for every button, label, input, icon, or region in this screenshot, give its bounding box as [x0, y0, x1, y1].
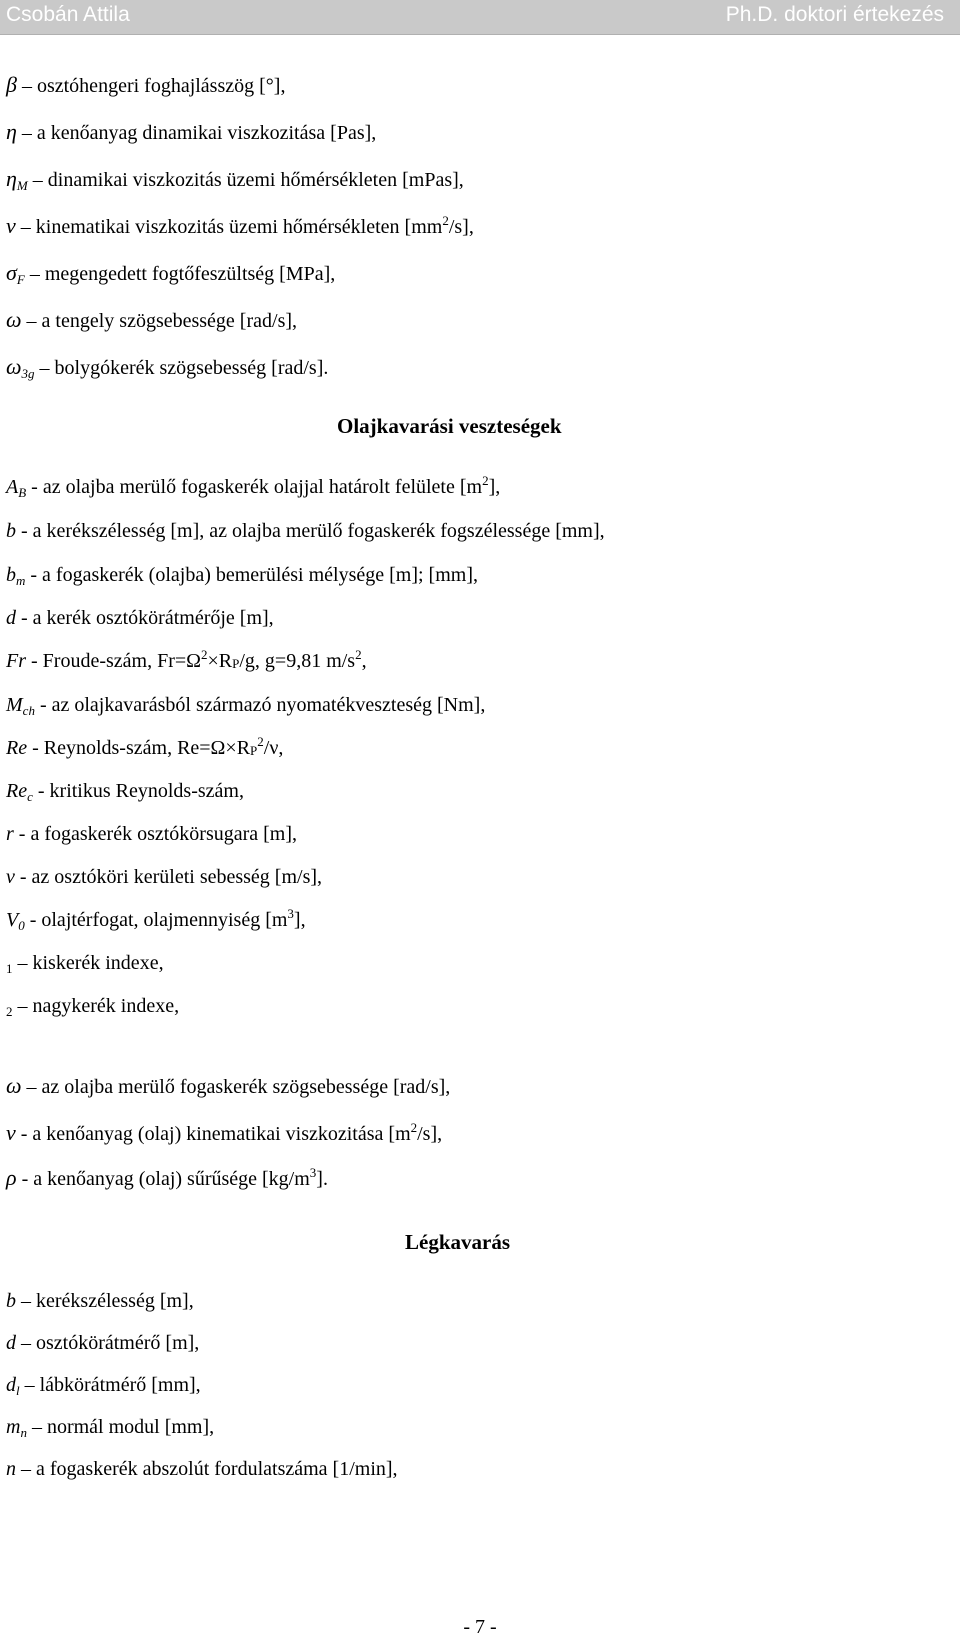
definition-line: b - a kerékszélesség [m], az olajba merülő fogaskerék fogszélessége [mm],: [6, 520, 605, 542]
symbol-line: ω – a tengely szögsebessége [rad/s],: [6, 307, 298, 332]
symbol-line: ν – kinematikai viszkozitás üzemi hőmérsékleten $[mm^2/s]$,: [6, 213, 474, 238]
header-title: Ph.D. doktori értekezés: [725, 3, 944, 26]
definition-line: $A_B$ - az olajba merülő fogaskerék olajjal határolt felülete $[m^2]$,: [6, 473, 501, 500]
symbol-line: η – a kenőanyag dinamikai viszkozitása [Pas],: [6, 119, 377, 144]
definition-line: $b_m$ - a fogaskerék (olajba) bemerülési mélysége [m]; [mm],: [6, 564, 478, 588]
definition-line: d - a kerék osztókörátmérője [m],: [6, 607, 274, 629]
definition-line: b – kerékszélesség [m],: [6, 1290, 194, 1312]
definition-line: $m_n$ – normál modul [mm],: [6, 1416, 215, 1440]
definition-line: ν - a kenőanyag (olaj) kinematikai viszkozitása $[m^2/s]$,: [6, 1120, 443, 1145]
definition-line: $_1$ – kiskerék indexe,: [6, 952, 164, 976]
header-author: Csobán Attila: [6, 3, 130, 26]
symbol-line: $\sigma_F$ – megengedett fogtőfeszültség [MPa],: [6, 260, 336, 287]
definition-line: $_2$ – nagykerék indexe,: [6, 995, 180, 1019]
definition-line: Fr - Froude-szám, $Fr=\Omega^2\times RP/g$, g=9,81 $m/s^2$,: [6, 647, 367, 672]
definition-line: d – osztókörátmérő [m],: [6, 1332, 200, 1354]
definition-line: r - a fogaskerék osztókörsugara [m],: [6, 823, 298, 845]
symbol-line: β – osztóhengeri foghajlásszög [°],: [6, 72, 286, 97]
section-heading-olaj: Olajkavarási veszteségek: [337, 414, 562, 438]
definition-line: $V_0$ - olajtérfogat, olajmennyiség $[m^3]$,: [6, 906, 306, 933]
definition-line: v - az osztóköri kerületi sebesség [m/s],: [6, 866, 323, 888]
definition-line: n – a fogaskerék abszolút fordulatszáma [1/min],: [6, 1458, 398, 1480]
symbol-line: $\omega_{3g}$ – bolygókerék szögsebesség [rad/s].: [6, 354, 329, 381]
page-header: [0, 0, 960, 35]
definition-line: ω – az olajba merülő fogaskerék szögsebessége [rad/s],: [6, 1073, 451, 1098]
symbol-line: $\eta_M$ – dinamikai viszkozitás üzemi hőmérsékleten [mPas],: [6, 166, 464, 193]
definition-line: ρ - a kenőanyag (olaj) sűrűsége $[kg/m^3]$.: [6, 1165, 328, 1190]
page-number: - 7 -: [463, 1616, 497, 1638]
definition-line: $d_l$ – lábkörátmérő [mm],: [6, 1374, 201, 1398]
definition-line: $M_{ch}$ - az olajkavarásból származó nyomatékveszteség [Nm],: [6, 694, 486, 718]
definition-line: $Re_c$ - kritikus Reynolds-szám,: [6, 780, 244, 804]
section-heading-leg: Légkavarás: [405, 1230, 510, 1254]
definition-line: Re - Reynolds-szám, $Re=\Omega\times RP^2/\nu$,: [6, 734, 284, 759]
